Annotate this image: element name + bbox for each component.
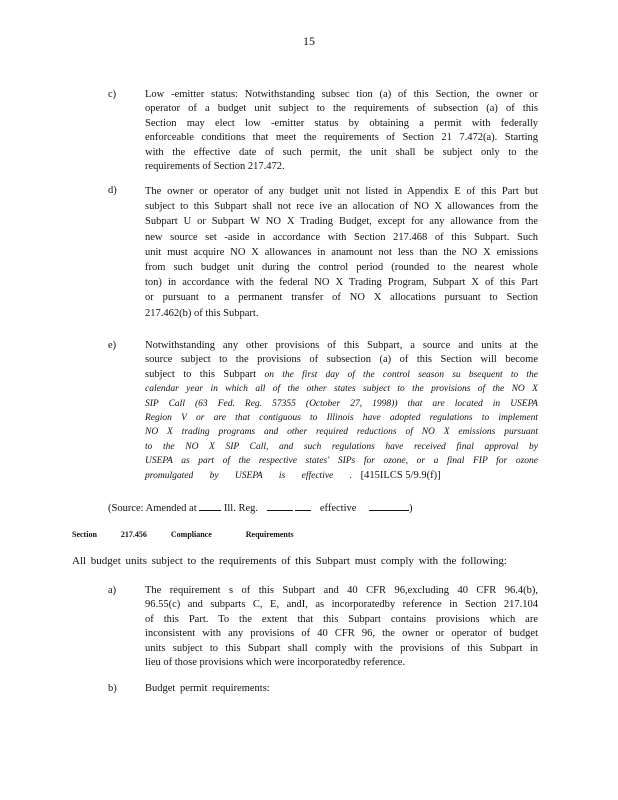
text-line: operator of a budget unit subject to the requirements of subsection (a) of this — [145, 103, 538, 115]
italic-line: calendar year in which all of the other states subject to the provisions of the NO X — [145, 384, 538, 395]
text-line — [145, 368, 538, 382]
text-line: from such budget unit during the control period (rounded to the nearest whole — [145, 262, 538, 274]
text-line: Subpart U or Subpart W NO X Trading Budget, except for any allowance from the — [145, 216, 538, 228]
italic-line: USEPA as part of the respective states' SIPs for ozone, or a final FIP for ozone — [145, 456, 538, 467]
text-segment: subject to this Subpart — [145, 368, 257, 380]
paragraph-d — [108, 184, 538, 321]
source-note — [108, 500, 413, 514]
text-line: lieu of those provisions which were incorporatedby reference. — [145, 657, 406, 669]
text-line: subject to this Subpart shall not rece ive an allocation of NO X allowances from the — [145, 201, 538, 213]
paragraph-a — [108, 584, 538, 670]
text-line: units subject to this Subpart shall comply with the provisions of this Subpart in — [145, 642, 538, 654]
section-number: 217.456 — [120, 530, 147, 539]
item-marker: a) — [108, 585, 117, 596]
text-line: Low -emitter status: Notwithstanding subsec tion (a) of this Section, the owner or — [145, 89, 538, 100]
italic-line: NO X trading programs and other required reductions of NO X emissions pursuant — [145, 427, 538, 438]
text-line: Notwithstanding any other provisions of this Subpart, a source and units at the — [145, 340, 538, 351]
text-line: 96.55(c) and subparts C, E, andI, as incorporatedby reference in Section 217.104 — [145, 599, 538, 611]
item-marker: c) — [108, 89, 117, 100]
text-line: ton) in accordance with the federal NO X Trading Program, Subpart X of this Part — [145, 277, 538, 289]
source-effective: effective — [319, 503, 357, 514]
item-marker: b) — [108, 683, 117, 694]
italic-line: Region V or are that contiguous to Illinois have adopted regulations to implement — [145, 413, 538, 424]
blank-page — [267, 500, 293, 511]
source-suffix: ) — [409, 503, 413, 514]
text-line: with the effective date of such permit, the unit shall be subject only to the — [145, 146, 538, 158]
section-label: Section — [72, 530, 97, 539]
source-prefix: (Source: Amended at — [108, 503, 197, 514]
item-marker: d) — [108, 185, 117, 196]
text-line: inconsistent with any provisions of 40 CFR 96, the owner or operator of budget — [145, 628, 538, 640]
text-line — [145, 469, 538, 483]
text-line: of this Part. To the extent that this Subpart contains provisions which are — [145, 613, 538, 625]
paragraph-b — [108, 682, 538, 696]
text-line: requirements of Section 217.472. — [145, 161, 285, 173]
text-line: Budget permit requirements: — [145, 683, 270, 694]
text-line: The requirement s of this Subpart and 40 CFR 96,excluding 40 CFR 96.4(b), — [145, 585, 538, 596]
citation: [415ILCS 5/9.9(f)] — [360, 469, 441, 481]
text-line: or pursuant to a permanent transfer of NO X allocations pursuant to Section — [145, 292, 538, 304]
italic-segment: on the first day of the control season su bsequent to the — [264, 369, 539, 380]
italic-line: SIP Call (63 Fed. Reg. 57355 (October 27, 1998)) that are located in USEPA — [145, 398, 538, 409]
paragraph-e — [108, 339, 538, 483]
text-line: unit must acquire NO X allowances in anamount not less than the NO X emissions — [145, 246, 538, 258]
intro-sentence: All budget units subject to the requirements of this Subpart must comply with the following: — [72, 555, 507, 567]
text-line: enforceable conditions that meet the requirements of Section 21 7.472(a). Starting — [145, 132, 538, 144]
text-line: source subject to the provisions of subsection (a) of this Section will become — [145, 354, 538, 366]
blank-page-2 — [295, 500, 311, 511]
section-heading — [72, 530, 316, 539]
page-number: 15 — [303, 34, 315, 48]
paragraph-c — [108, 88, 538, 174]
italic-line: to the NO X SIP Call, and such regulations have received final approval by — [145, 441, 538, 452]
italic-segment: promulgated by USEPA is effective . — [145, 470, 353, 481]
text-line: 217.462(b) of this Subpart. — [145, 307, 259, 319]
source-middle: Ill. Reg. — [223, 503, 259, 514]
text-line: new source set -aside in accordance with Section 217.468 of this Subpart. Such — [145, 231, 538, 243]
section-title-a: Compliance — [170, 530, 212, 539]
text-line: Section may elect low -emitter status by obtaining a permit with federally — [145, 117, 538, 129]
section-title-b: Requirements — [245, 530, 294, 539]
text-line: The owner or operator of any budget unit not listed in Appendix E of this Part but — [145, 186, 538, 197]
blank-volume — [199, 500, 221, 511]
item-marker: e) — [108, 340, 117, 351]
blank-date — [369, 500, 409, 511]
